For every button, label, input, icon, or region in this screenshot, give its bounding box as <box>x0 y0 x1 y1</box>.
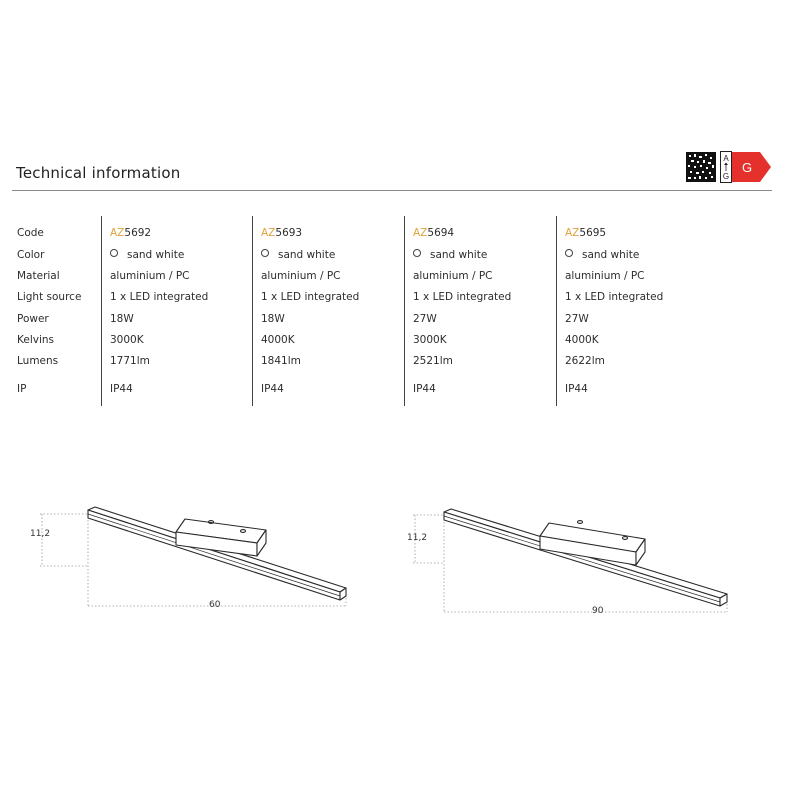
product-kelvins: 4000K <box>261 334 295 346</box>
product-lumens: 2521lm <box>413 355 453 367</box>
color-value: sand white <box>430 249 488 261</box>
dimension-width-90: 90 <box>592 606 604 616</box>
dimension-height-60: 11,2 <box>30 529 51 539</box>
product-kelvins: 4000K <box>565 334 599 346</box>
product-material: aluminium / PC <box>565 270 645 282</box>
label-ip: IP <box>17 383 27 395</box>
product-light-source: 1 x LED integrated <box>261 291 360 303</box>
code-number: 5694 <box>427 227 455 239</box>
product-ip: IP44 <box>413 383 436 395</box>
code-prefix: AZ <box>413 227 428 239</box>
product-kelvins: 3000K <box>413 334 447 346</box>
page-title: Technical information <box>16 164 181 182</box>
code-number: 5693 <box>275 227 303 239</box>
product-material: aluminium / PC <box>261 270 341 282</box>
label-material: Material <box>17 270 60 282</box>
color-value: sand white <box>582 249 640 261</box>
dimension-width-60: 60 <box>209 600 221 610</box>
label-light-source: Light source <box>17 291 82 303</box>
product-light-source: 1 x LED integrated <box>565 291 664 303</box>
product-ip: IP44 <box>565 383 588 395</box>
lamp-drawing-60 <box>88 507 346 600</box>
label-kelvins: Kelvins <box>17 334 54 346</box>
code-prefix: AZ <box>565 227 580 239</box>
code-prefix: AZ <box>110 227 125 239</box>
color-value: sand white <box>278 249 336 261</box>
product-ip: IP44 <box>261 383 284 395</box>
product-kelvins: 3000K <box>110 334 144 346</box>
label-code: Code <box>17 227 44 239</box>
energy-scale-bottom: G <box>722 172 730 181</box>
label-lumens: Lumens <box>17 355 59 367</box>
product-light-source: 1 x LED integrated <box>413 291 512 303</box>
code-number: 5695 <box>579 227 607 239</box>
label-color: Color <box>17 249 45 261</box>
label-power: Power <box>17 313 49 325</box>
product-light-source: 1 x LED integrated <box>110 291 209 303</box>
energy-grade: G <box>741 160 753 175</box>
product-lumens: 2622lm <box>565 355 605 367</box>
product-power: 27W <box>565 313 589 325</box>
product-lumens: 1841lm <box>261 355 301 367</box>
lamp-drawing-90 <box>444 509 727 606</box>
color-value: sand white <box>127 249 185 261</box>
product-material: aluminium / PC <box>110 270 190 282</box>
product-power: 18W <box>110 313 134 325</box>
product-ip: IP44 <box>110 383 133 395</box>
code-prefix: AZ <box>261 227 276 239</box>
code-number: 5692 <box>124 227 152 239</box>
product-power: 18W <box>261 313 285 325</box>
product-lumens: 1771lm <box>110 355 150 367</box>
product-power: 27W <box>413 313 437 325</box>
dimension-height-90: 11,2 <box>407 533 428 543</box>
product-material: aluminium / PC <box>413 270 493 282</box>
energy-scale-top: A <box>723 154 729 163</box>
